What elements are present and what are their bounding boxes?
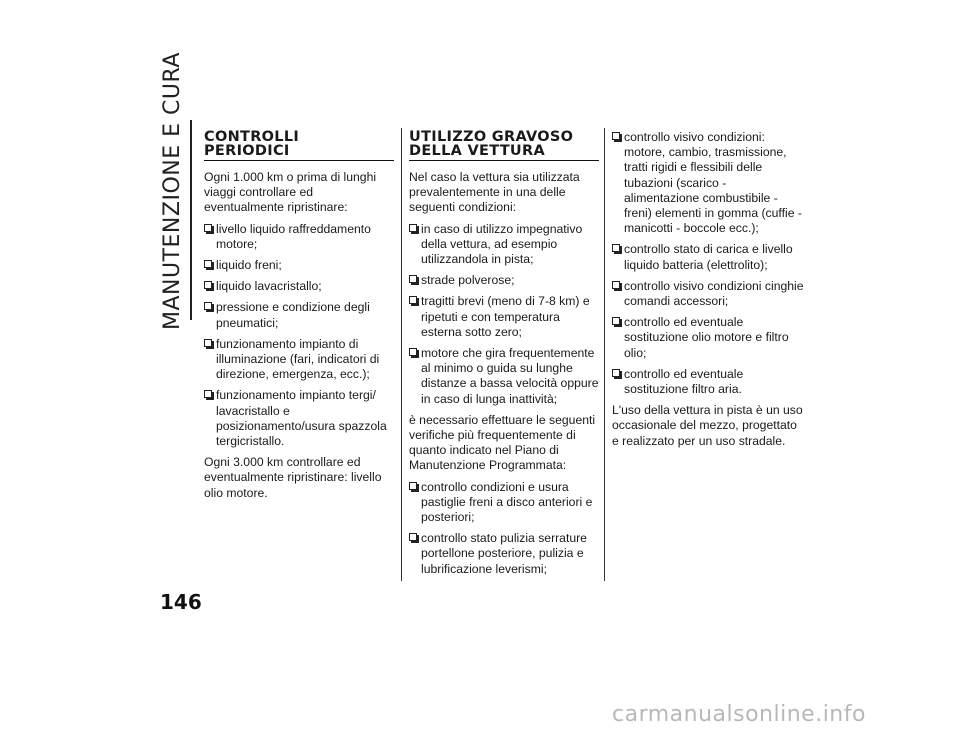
- heading-utilizzo-gravoso: UTILIZZO GRAVOSO DELLA VETTURA: [409, 130, 599, 161]
- checkbox-bullet-icon: [204, 224, 212, 232]
- column-separator: [604, 128, 605, 581]
- list-item: in caso di utilizzo impegnativo della vettura, ad esempio utilizzandola in pista;: [409, 222, 599, 268]
- checklist: [409, 222, 599, 407]
- outro-paragraph: Ogni 3.000 km controllare ed eventualmente ripristinare: livello olio motore.: [204, 455, 382, 500]
- checkbox-bullet-icon: [612, 369, 620, 377]
- list-item: tragitti brevi (meno di 7-8 km) e ripetuti e con temperatura esterna sotto zero;: [409, 294, 599, 340]
- checkbox-bullet-icon: [204, 260, 212, 268]
- intro-paragraph: Nel caso la vettura sia utilizzata prevalentemente in una delle seguenti condizioni:: [409, 170, 580, 215]
- list-item: controllo condizioni e usura pastiglie freni a disco anteriori e posteriori;: [409, 480, 599, 526]
- intro-paragraph: Ogni 1.000 km o prima di lunghi viaggi controllare ed eventualmente ripristinare:: [204, 170, 377, 215]
- side-rule: [190, 120, 192, 320]
- list-item: liquido freni;: [204, 258, 394, 273]
- list-item: controllo ed eventuale sostituzione olio motore e filtro olio;: [612, 315, 804, 361]
- checkbox-bullet-icon: [409, 348, 417, 356]
- column-separator: [401, 128, 402, 581]
- list-item: livello liquido raffreddamento motore;: [204, 222, 394, 252]
- column-continued: [612, 130, 804, 455]
- checkbox-bullet-icon: [612, 281, 620, 289]
- checkbox-bullet-icon: [204, 302, 212, 310]
- checkbox-bullet-icon: [409, 296, 417, 304]
- checkbox-bullet-icon: [409, 533, 417, 541]
- checkbox-bullet-icon: [409, 275, 417, 283]
- checkbox-bullet-icon: [409, 482, 417, 490]
- middle-paragraph: è necessario effettuare le seguenti verifiche più frequentemente di quanto indicato nel Piano di Manutenzione Programmata:: [409, 412, 596, 473]
- page-number: 146: [160, 590, 202, 614]
- list-item: strade polverose;: [409, 273, 599, 288]
- watermark: carmanualsonline.info: [612, 702, 866, 727]
- checkbox-bullet-icon: [204, 339, 212, 347]
- checkbox-bullet-icon: [204, 281, 212, 289]
- checkbox-bullet-icon: [409, 224, 417, 232]
- checkbox-bullet-icon: [612, 132, 620, 140]
- list-item: funzionamento impianto di illuminazione (fari, indicatori di direzione, emergenza, ecc.);: [204, 337, 394, 383]
- outro-paragraph: L'uso della vettura in pista è un uso occasionale del mezzo, progettato e realizzato per un uso stradale.: [612, 403, 803, 448]
- list-item: pressione e condizione degli pneumatici;: [204, 300, 394, 330]
- checklist: [612, 130, 804, 397]
- list-item: controllo stato pulizia serrature portellone posteriore, pulizia e lubrificazione leverismi;: [409, 531, 599, 577]
- checklist: [409, 480, 599, 577]
- column-controlli-periodici: [204, 130, 394, 507]
- list-item: controllo stato di carica e livello liquido batteria (elettrolito);: [612, 242, 804, 272]
- checkbox-bullet-icon: [204, 390, 212, 398]
- list-item: funzionamento impianto tergi/ lavacristallo e posizionamento/usura spazzola tergicristallo.: [204, 388, 394, 449]
- checklist: [204, 222, 394, 450]
- list-item: controllo visivo condizioni cinghie comandi accessori;: [612, 279, 804, 309]
- checkbox-bullet-icon: [612, 317, 620, 325]
- list-item: controllo ed eventuale sostituzione filtro aria.: [612, 367, 804, 397]
- checkbox-bullet-icon: [612, 244, 620, 252]
- section-title-text: MANUTENZIONE E CURA: [160, 52, 185, 330]
- column-utilizzo-gravoso: [409, 130, 599, 583]
- list-item: liquido lavacristallo;: [204, 279, 394, 294]
- list-item: controllo visivo condizioni: motore, cambio, trasmissione, tratti rigidi e flessibili delle tubazioni (scarico - alimentazione combustibile - freni) elementi in gomma (cuffie - manicotti - boccole ecc.);: [612, 130, 804, 236]
- list-item: motore che gira frequentemente al minimo o guida su lunghe distanze a bassa velocità oppure in caso di lunga inattività;: [409, 346, 599, 407]
- heading-controlli-periodici: CONTROLLI PERIODICI: [204, 130, 394, 161]
